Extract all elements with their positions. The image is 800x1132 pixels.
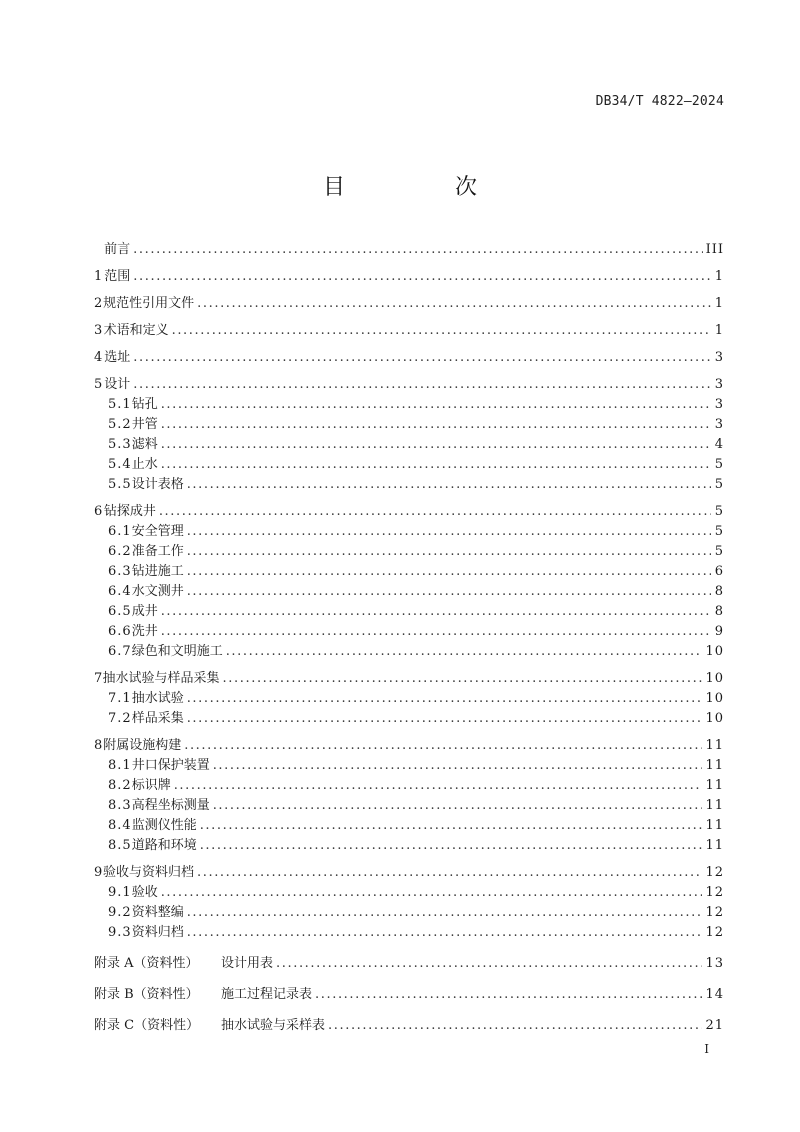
toc-appendix-name: 设计用表 [221, 956, 274, 971]
toc-entry-number: 8 [94, 738, 103, 753]
toc-leader-dots [174, 776, 703, 796]
toc-entry-title: 准备工作 [131, 544, 184, 559]
toc-chapter-entry[interactable] [94, 669, 724, 689]
toc-leader-dots [161, 602, 711, 622]
toc-entry-title: 资料整编 [131, 905, 184, 920]
toc-chapter-entry[interactable] [94, 348, 724, 368]
toc-entry-number: 8.4 [108, 818, 132, 833]
toc-entry-page: 8 [714, 584, 724, 599]
toc-entry-title: 钻探成井 [103, 504, 156, 519]
toc-entry-page: 4 [714, 437, 724, 452]
toc-section-entry[interactable] [94, 602, 724, 622]
toc-entry-title: 监测仪性能 [131, 818, 197, 833]
toc-entry-page: 10 [705, 644, 724, 659]
toc-entry-title: 安全管理 [131, 524, 184, 539]
table-of-contents [94, 240, 724, 1036]
toc-entry-number: 7.1 [108, 691, 132, 706]
toc-chapter-entry[interactable] [94, 736, 724, 756]
toc-entry-page: 5 [714, 544, 724, 559]
toc-entry-page: 1 [714, 323, 724, 338]
toc-leader-dots [200, 816, 703, 836]
toc-entry-page: 3 [714, 350, 724, 365]
toc-appendix-entry[interactable] [94, 985, 724, 1005]
toc-entry-page: 5 [714, 457, 724, 472]
toc-entry-title: 钻孔 [131, 397, 158, 412]
toc-entry-page: 10 [705, 711, 724, 726]
toc-entry-number: 6.6 [108, 624, 132, 639]
toc-entry-page: 9 [714, 624, 724, 639]
toc-entry-title: 高程坐标测量 [131, 798, 210, 813]
toc-section-entry[interactable] [94, 776, 724, 796]
toc-entry-page: 11 [705, 838, 724, 853]
toc-appendix-tag: 附录 B（资料性） [94, 987, 199, 1002]
toc-entry-number: 7.2 [108, 711, 132, 726]
toc-section-entry[interactable] [94, 582, 724, 602]
toc-entry-number: 5.2 [108, 417, 132, 432]
toc-chapter-entry[interactable] [94, 240, 724, 260]
standard-code: DB34/T 4822—2024 [595, 94, 724, 109]
toc-entry-title: 抽水试验 [131, 691, 184, 706]
toc-entry-page: 1 [714, 269, 724, 284]
toc-entry-number: 7 [94, 671, 103, 686]
toc-entry-page: 8 [714, 604, 724, 619]
toc-entry-title: 止水 [131, 457, 158, 472]
toc-section-entry[interactable] [94, 796, 724, 816]
toc-entry-title: 规范性引用文件 [103, 296, 195, 311]
toc-leader-dots [223, 669, 703, 689]
toc-leader-dots [187, 923, 703, 943]
toc-entry-page: 11 [705, 738, 724, 753]
toc-leader-dots [187, 542, 711, 562]
toc-entry-page: 3 [714, 397, 724, 412]
page-number: I [704, 1042, 709, 1056]
toc-entry-title: 滤料 [131, 437, 158, 452]
toc-chapter-entry[interactable] [94, 321, 724, 341]
toc-section-entry[interactable] [94, 903, 724, 923]
toc-entry-number: 6.2 [108, 544, 132, 559]
toc-entry-title: 资料归档 [131, 925, 184, 940]
toc-section-entry[interactable] [94, 923, 724, 943]
toc-entry-title: 抽水试验与样品采集 [102, 671, 220, 686]
toc-entry-number: 5.4 [108, 457, 132, 472]
toc-section-entry[interactable] [94, 475, 724, 495]
toc-leader-dots [197, 863, 702, 883]
toc-appendix-tag: 附录 A（资料性） [94, 956, 199, 971]
toc-leader-dots [172, 321, 711, 341]
page-title: 目 次 [322, 175, 521, 200]
toc-entry-title: 标识牌 [131, 778, 171, 793]
toc-leader-dots [200, 836, 703, 856]
toc-section-entry[interactable] [94, 756, 724, 776]
toc-entry-page: 11 [705, 798, 724, 813]
toc-leader-dots [187, 582, 711, 602]
toc-leader-dots [161, 435, 711, 455]
toc-chapter-entry[interactable] [94, 267, 724, 287]
toc-section-entry[interactable] [94, 816, 724, 836]
toc-entry-number: 5.5 [108, 477, 132, 492]
toc-entry-number: 9.3 [108, 925, 132, 940]
toc-entry-page: 12 [705, 925, 724, 940]
toc-appendix-name: 抽水试验与采样表 [221, 1018, 326, 1033]
toc-entry-page: 5 [714, 524, 724, 539]
toc-section-entry[interactable] [94, 689, 724, 709]
toc-chapter-entry[interactable] [94, 863, 724, 883]
toc-entry-title: 成井 [131, 604, 158, 619]
toc-leader-dots [315, 985, 702, 1005]
toc-leader-dots [328, 1016, 702, 1036]
toc-leader-dots [226, 642, 703, 662]
toc-leader-dots [159, 502, 711, 522]
toc-entry-number: 2 [94, 296, 103, 311]
toc-entry-page: 6 [714, 564, 724, 579]
toc-appendix-title [94, 954, 273, 974]
toc-entry-title: 钻进施工 [131, 564, 184, 579]
toc-appendix-title [94, 985, 312, 1005]
toc-entry-title: 设计表格 [131, 477, 184, 492]
toc-leader-dots [133, 240, 702, 260]
toc-appendix-tag: 附录 C（资料性） [94, 1018, 200, 1033]
toc-leader-dots [276, 954, 702, 974]
toc-entry-number: 5 [94, 377, 103, 392]
toc-section-entry[interactable] [94, 522, 724, 542]
toc-appendix-entry[interactable] [94, 954, 724, 974]
toc-leader-dots [161, 455, 711, 475]
toc-leader-dots [213, 756, 703, 776]
toc-entry-number: 6.7 [108, 644, 132, 659]
toc-section-entry[interactable] [94, 455, 724, 475]
toc-entry-number: 6.3 [108, 564, 132, 579]
toc-entry-page: 12 [705, 885, 724, 900]
toc-entry-number: 9 [94, 865, 103, 880]
toc-entry-page: 13 [705, 956, 724, 971]
toc-leader-dots [133, 267, 711, 287]
toc-appendix-entry[interactable] [94, 1016, 724, 1036]
toc-leader-dots [161, 622, 711, 642]
toc-leader-dots [187, 709, 703, 729]
toc-entry-title: 范围 [104, 269, 131, 284]
toc-leader-dots [161, 395, 711, 415]
toc-entry-title: 绿色和文明施工 [131, 644, 223, 659]
toc-entry-title: 水文测井 [131, 584, 184, 599]
toc-leader-dots [187, 522, 711, 542]
toc-section-entry[interactable] [94, 562, 724, 582]
toc-entry-page: 10 [705, 671, 724, 686]
toc-entry-title: 选址 [104, 350, 131, 365]
toc-entry-page: 12 [705, 865, 724, 880]
toc-entry-number: 9.1 [108, 885, 132, 900]
toc-leader-dots [161, 883, 703, 903]
toc-entry-number: 5.3 [108, 437, 132, 452]
toc-entry-title: 井口保护装置 [131, 758, 210, 773]
toc-entry-number: 1 [94, 269, 103, 284]
toc-entry-title: 术语和定义 [103, 323, 169, 338]
toc-chapter-entry[interactable] [94, 294, 724, 314]
toc-leader-dots [184, 736, 702, 756]
toc-entry-number: 8.2 [108, 778, 132, 793]
toc-entry-page: 14 [705, 987, 724, 1002]
toc-leader-dots [197, 294, 711, 314]
toc-entry-number: 8.5 [108, 838, 132, 853]
toc-chapter-entry[interactable] [94, 502, 724, 522]
toc-leader-dots [133, 375, 711, 395]
toc-entry-number: 6 [94, 504, 103, 519]
toc-entry-number: 6.4 [108, 584, 132, 599]
toc-leader-dots [133, 348, 711, 368]
toc-entry-number: 9.2 [108, 905, 132, 920]
toc-entry-page: 5 [714, 477, 724, 492]
toc-leader-dots [213, 796, 703, 816]
toc-entry-page: 5 [714, 504, 724, 519]
toc-entry-page: 12 [705, 905, 724, 920]
toc-section-entry[interactable] [94, 395, 724, 415]
toc-entry-page: 11 [705, 818, 724, 833]
toc-entry-page: 1 [714, 296, 724, 311]
toc-chapter-entry[interactable] [94, 375, 724, 395]
toc-entry-title: 洗井 [131, 624, 158, 639]
toc-section-entry[interactable] [94, 836, 724, 856]
toc-section-entry[interactable] [94, 622, 724, 642]
toc-section-entry[interactable] [94, 883, 724, 903]
toc-leader-dots [187, 562, 711, 582]
toc-entry-number: 6.5 [108, 604, 132, 619]
toc-entry-number: 3 [94, 323, 103, 338]
toc-leader-dots [187, 689, 703, 709]
toc-leader-dots [187, 475, 711, 495]
toc-entry-page: III [705, 242, 724, 257]
toc-leader-dots [187, 903, 703, 923]
toc-leader-dots [161, 415, 711, 435]
toc-section-entry[interactable] [94, 415, 724, 435]
toc-section-entry[interactable] [94, 642, 724, 662]
toc-entry-number: 8.1 [108, 758, 132, 773]
toc-appendix-name: 施工过程记录表 [221, 987, 313, 1002]
toc-entry-page: 3 [714, 377, 724, 392]
toc-appendix-title [94, 1016, 325, 1036]
toc-section-entry[interactable] [94, 542, 724, 562]
toc-entry-title: 附属设施构建 [103, 738, 182, 753]
toc-entry-title: 前言 [104, 242, 131, 257]
toc-entry-number: 6.1 [108, 524, 132, 539]
toc-entry-page: 11 [705, 758, 724, 773]
toc-entry-page: 11 [705, 778, 724, 793]
toc-entry-title: 道路和环境 [131, 838, 197, 853]
toc-entry-title: 设计 [104, 377, 131, 392]
toc-section-entry[interactable] [94, 435, 724, 455]
toc-entry-title: 样品采集 [131, 711, 184, 726]
toc-entry-page: 3 [714, 417, 724, 432]
toc-entry-page: 10 [705, 691, 724, 706]
toc-entry-number: 8.3 [108, 798, 132, 813]
toc-entry-title: 验收 [131, 885, 158, 900]
toc-entry-number: 4 [94, 350, 103, 365]
toc-entry-number: 5.1 [108, 397, 132, 412]
toc-entry-title: 井管 [131, 417, 158, 432]
toc-entry-page: 21 [705, 1018, 724, 1033]
toc-section-entry[interactable] [94, 709, 724, 729]
toc-entry-title: 验收与资料归档 [102, 865, 194, 880]
